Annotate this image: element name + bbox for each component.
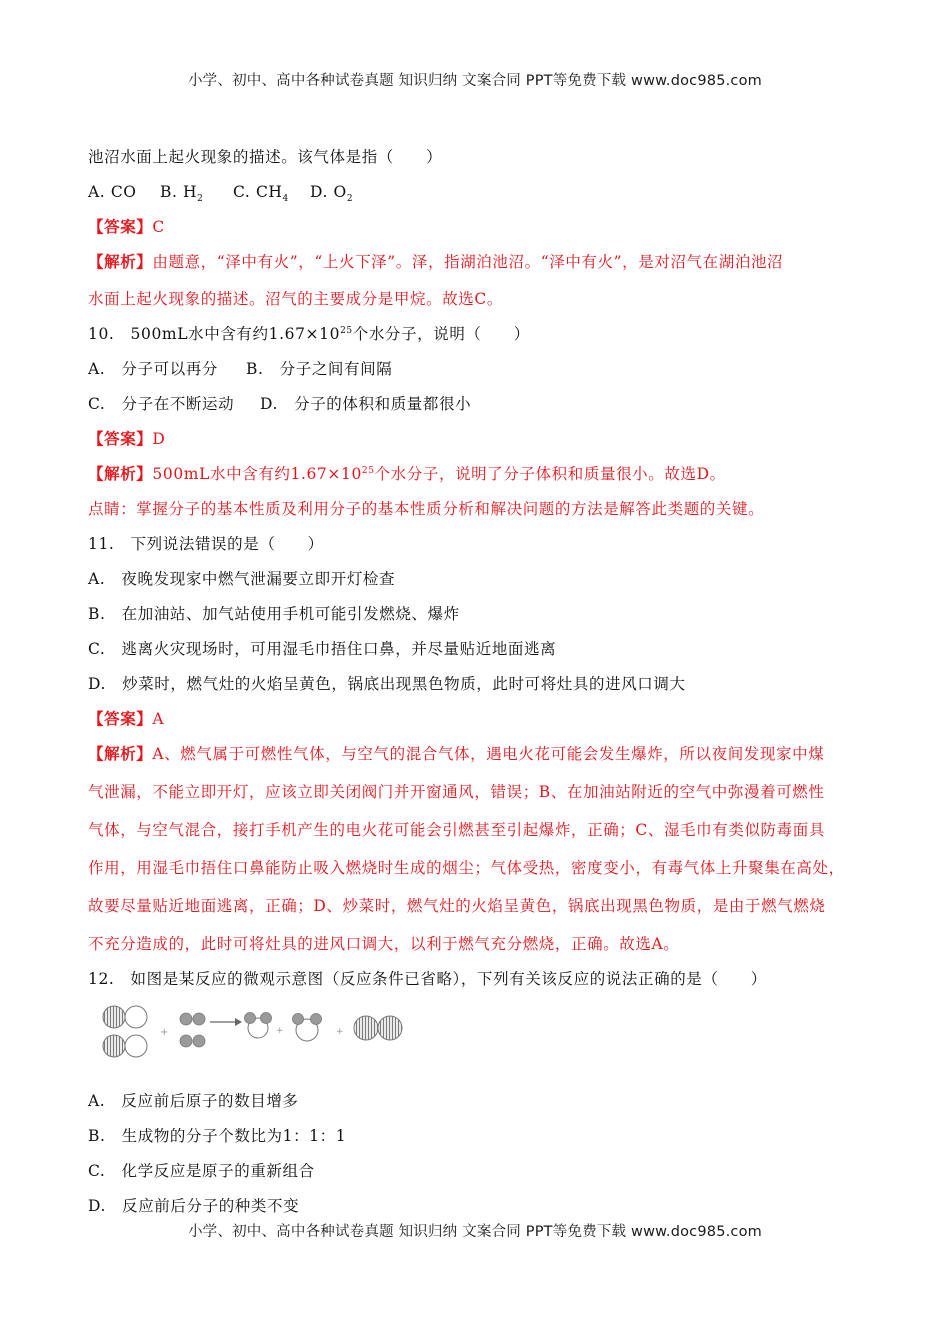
reactant-molecule-1 (103, 1006, 147, 1028)
reactant-molecule-4 (180, 1035, 205, 1047)
q12-option-a: A. 反应前后原子的数目增多 (88, 1092, 299, 1110)
analysis-tag: 【解析】 (88, 744, 153, 763)
product-molecule-3 (354, 1016, 402, 1040)
q12-option-d: D. 反应前后分子的种类不变 (88, 1197, 300, 1215)
q9-option-d: D. $O_2$ (310, 183, 354, 205)
q9-option-c: C. $CH_4$ (233, 183, 289, 205)
reactant-molecule-2 (103, 1035, 147, 1057)
product-molecule-2 (293, 1014, 322, 1042)
answer-tag: 【答案】 (88, 217, 153, 236)
q12-option-c: C. 化学反应是原子的重新组合 (88, 1162, 315, 1180)
q11-analysis-line-1: 【解析】A、燃气属于可燃性气体，与空气的混合气体，遇电火花可能会发生爆炸，所以夜间发现家中煤 (88, 744, 825, 763)
q11-option-c: C. 逃离火灾现场时，可用湿毛巾捂住口鼻，并尽量贴近地面逃离 (88, 640, 557, 658)
plus-sign: + (160, 1027, 169, 1038)
q10-option-d: D. 分子的体积和质量都很小 (260, 395, 472, 413)
plus-sign: + (336, 1027, 344, 1037)
q11-analysis-line-2: 气泄漏，不能立即开灯，应该立即关闭阀门并开窗通风，错误；B、在加油站附近的空气中弥漫着可燃性 (88, 783, 825, 801)
q9-analysis-line-1: 【解析】由题意，“泽中有火”，“上火下泽”。泽，指湖泊池沼。“泽中有火”，是对沼气在湖泊池沼 (88, 252, 784, 271)
q10-stem: 10. 500mL水中含有约$1.67\times 10^{25}$个水分子，说明（ ） (88, 325, 530, 343)
q11-answer (88, 708, 164, 730)
q11-answer-value: A (152, 710, 165, 728)
analysis-tag: 【解析】 (88, 252, 153, 271)
answer-tag: 【答案】 (88, 429, 153, 448)
q9-analysis-line-2: 水面上起火现象的描述。沼气的主要成分是甲烷。故选C。 (88, 290, 503, 308)
q11-analysis-line-6: 不充分造成的，此时可将灶具的进风口调大，以利于燃气充分燃烧，正确。故选A。 (88, 935, 680, 953)
q10-option-b: B. 分子之间有间隔 (246, 360, 393, 378)
q9-stem: 池沼水面上起火现象的描述。该气体是指（ ） (88, 148, 443, 166)
q9-answer (88, 216, 165, 238)
q10-answer-value: D (152, 430, 166, 448)
answer-tag: 【答案】 (88, 709, 153, 728)
q11-analysis-line-3: 气体，与空气混合，接打手机产生的电火花可能会引燃甚至引起爆炸，正确；C、湿毛巾有类似防毒面具 (88, 821, 825, 839)
q9-answer-value: C (152, 218, 165, 236)
footer-banner: 小学、初中、高中各种试卷真题 知识归纳 文案合同 PPT等免费下载 www.doc985.com (187, 1224, 763, 1240)
product-molecule-1 (245, 1013, 272, 1039)
q10-analysis: 【解析】500mL水中含有约$1.67\times 10^{25}$个水分子，说明了分子体积和质量很小。故选D。 (88, 464, 726, 483)
q11-stem: 11. 下列说法错误的是（ ） (88, 535, 324, 553)
q10-options-row-1 (88, 358, 392, 380)
q11-analysis-line-5: 故要尽量贴近地面逃离，正确；D、炒菜时，燃气灶的火焰呈黄色，锅底出现黑色物质，是由于燃气燃烧 (88, 897, 826, 915)
q10-option-c: C. 分子在不断运动 (88, 395, 235, 413)
q11-option-a: A. 夜晚发现家中燃气泄漏要立即开灯检查 (88, 570, 396, 588)
q12-stem: 12. 如图是某反应的微观示意图（反应条件已省略），下列有关该反应的说法正确的是（ ） (88, 970, 767, 988)
plus-sign: + (276, 1026, 284, 1036)
q10-options-row-2 (88, 393, 471, 415)
reaction-micro-diagram (100, 1004, 420, 1060)
analysis-tag: 【解析】 (88, 464, 153, 483)
q10-answer (88, 428, 165, 450)
q9-option-b: B. $H_2$ (160, 183, 204, 205)
q11-option-d: D. 炒菜时，燃气灶的火焰呈黄色，锅底出现黑色物质，此时可将灶具的进风口调大 (88, 675, 686, 693)
q9-option-a: A. CO (88, 183, 137, 201)
q11-analysis-line-4: 作用，用湿毛巾捂住口鼻能防止吸入燃烧时生成的烟尘；气体受热，密度变小，有毒气体上升聚集在高处， (88, 859, 845, 877)
q12-option-b: B. 生成物的分子个数比为1：1：1 (88, 1127, 347, 1145)
q10-point: 点睛：掌握分子的基本性质及利用分子的基本性质分析和解决问题的方法是解答此类题的关键。 (88, 500, 765, 518)
reaction-arrow (210, 1018, 242, 1026)
header-banner: 小学、初中、高中各种试卷真题 知识归纳 文案合同 PPT等免费下载 www.doc985.com (187, 73, 763, 89)
q11-option-b: B. 在加油站、加气站使用手机可能引发燃烧、爆炸 (88, 605, 460, 623)
q10-option-a: A. 分子可以再分 (88, 360, 219, 378)
reactant-molecule-3 (180, 1013, 205, 1025)
q9-options (88, 181, 353, 203)
